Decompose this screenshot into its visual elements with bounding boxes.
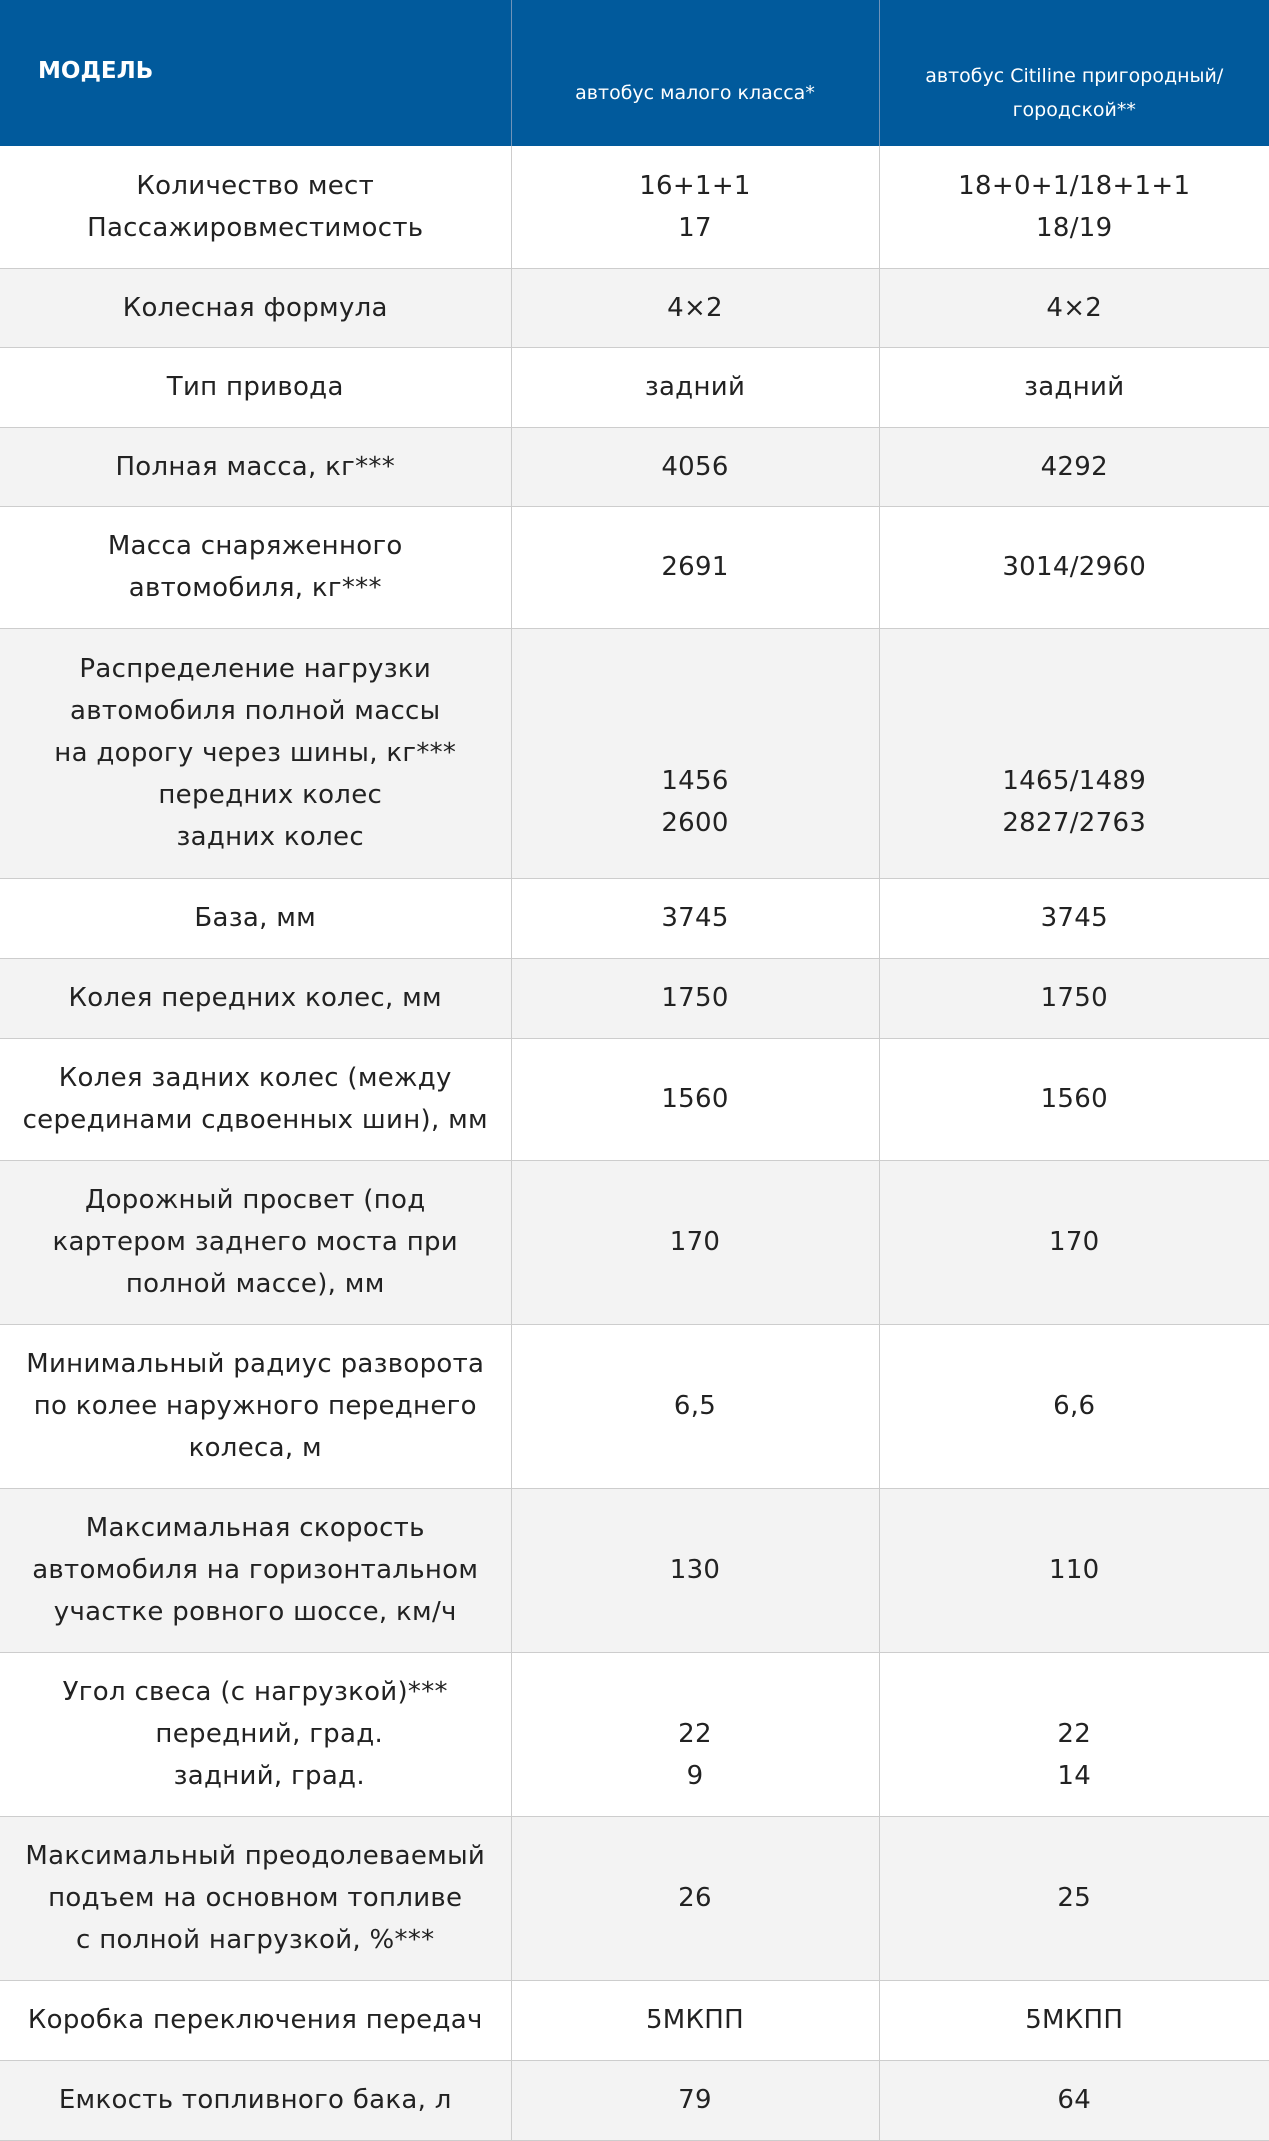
value-line: 4056 <box>661 451 729 482</box>
value-line: 4×2 <box>667 292 723 323</box>
value-cell <box>511 1160 879 1324</box>
row-label <box>0 1488 511 1652</box>
table-row <box>0 1038 1269 1160</box>
label-line: задний, град. <box>173 1761 365 1791</box>
row-label <box>0 1324 511 1488</box>
value-line: 110 <box>1048 1555 1100 1585</box>
value-cell <box>879 1038 1269 1160</box>
value-cell <box>879 347 1269 427</box>
value-line: 2827/2763 <box>1002 807 1147 838</box>
label-line: с полной нагрузкой, %*** <box>76 1925 435 1955</box>
label-line: автомобиля, кг*** <box>128 573 382 603</box>
value-line: 16+1+1 <box>639 170 751 201</box>
value-line: 1750 <box>1040 983 1108 1013</box>
table-row <box>0 878 1269 958</box>
row-label <box>0 1652 511 1816</box>
label-line: автомобиля на горизонтальном <box>32 1555 479 1585</box>
value-line: 130 <box>669 1555 721 1585</box>
table-row <box>0 2060 1269 2140</box>
header-col-small-bus: автобус малого класса* <box>511 0 879 146</box>
value-cell <box>511 506 879 628</box>
value-cell <box>879 628 1269 878</box>
label-line: Дорожный просвет (под <box>84 1185 426 1215</box>
value-line: задний <box>1024 372 1125 402</box>
label-line: участке ровного шоссе, км/ч <box>53 1597 457 1627</box>
value-line: 5МКПП <box>645 2005 745 2035</box>
value-cell <box>511 347 879 427</box>
label-line: Колесная формула <box>122 292 388 323</box>
label-line: Тип привода <box>166 372 344 402</box>
value-line: 4×2 <box>1046 292 1103 323</box>
value-cell <box>511 1038 879 1160</box>
row-label <box>0 1160 511 1324</box>
value-line: 64 <box>1057 2085 1092 2115</box>
table-row <box>0 1324 1269 1488</box>
label-line: Угол свеса (с нагрузкой)*** <box>62 1677 448 1707</box>
label-line: Распределение нагрузки <box>79 654 432 684</box>
value-line: 14 <box>1057 1761 1092 1791</box>
value-cell <box>879 268 1269 347</box>
value-cell <box>879 1652 1269 1816</box>
label-line: Количество мест <box>136 170 375 201</box>
label-line: задних колес <box>176 822 364 852</box>
label-line: Полная масса, кг*** <box>115 451 396 482</box>
label-line: автомобиля полной массы <box>70 696 441 726</box>
label-line: Максимальный преодолеваемый <box>25 1841 486 1871</box>
label-line: подъем на основном топливе <box>48 1883 463 1913</box>
table-row <box>0 1980 1269 2060</box>
value-cell <box>879 1324 1269 1488</box>
value-line: 25 <box>1057 1883 1092 1913</box>
label-line: передних колес <box>158 780 383 810</box>
value-line: 17 <box>678 212 712 243</box>
header-col-citiline: автобус Citiline пригородный/ городской** <box>879 0 1269 146</box>
label-line: Коробка переключения передач <box>27 2005 483 2035</box>
label-line: Максимальная скорость <box>85 1513 425 1543</box>
table-row <box>0 1652 1269 1816</box>
value-cell <box>879 146 1269 268</box>
value-cell <box>511 958 879 1038</box>
row-label <box>0 427 511 506</box>
value-cell <box>879 958 1269 1038</box>
value-line: 170 <box>1048 1227 1100 1257</box>
label-line: на дорогу через шины, кг*** <box>54 738 457 768</box>
value-line: 2600 <box>661 807 729 838</box>
value-cell <box>511 427 879 506</box>
value-line: 26 <box>678 1883 712 1913</box>
value-cell <box>511 146 879 268</box>
label-line: по колее наружного переднего <box>33 1391 477 1421</box>
table-row <box>0 1816 1269 1980</box>
table-row <box>0 958 1269 1038</box>
value-line: 170 <box>669 1227 721 1257</box>
row-label <box>0 506 511 628</box>
value-cell <box>879 427 1269 506</box>
row-label <box>0 958 511 1038</box>
row-label <box>0 1816 511 1980</box>
value-cell <box>879 506 1269 628</box>
value-cell <box>879 2060 1269 2140</box>
table-row <box>0 628 1269 878</box>
label-line: Колея передних колес, мм <box>68 983 442 1013</box>
value-line: 22 <box>1057 1719 1092 1749</box>
value-cell <box>879 1980 1269 2060</box>
row-label <box>0 2060 511 2140</box>
value-line: 3014/2960 <box>1002 552 1147 582</box>
value-line: 9 <box>686 1761 704 1791</box>
value-line: 18/19 <box>1036 212 1113 243</box>
value-cell <box>879 878 1269 958</box>
value-line: 1560 <box>1040 1084 1108 1114</box>
table-row <box>0 1488 1269 1652</box>
row-label <box>0 878 511 958</box>
label-line: передний, град. <box>155 1719 384 1749</box>
table-row <box>0 506 1269 628</box>
value-line: 1465/1489 <box>1002 765 1147 796</box>
row-label <box>0 146 511 268</box>
value-cell <box>511 2060 879 2140</box>
value-line: 3745 <box>1040 903 1108 933</box>
value-line: 79 <box>678 2085 712 2115</box>
value-cell <box>511 878 879 958</box>
header-model: МОДЕЛЬ <box>0 0 511 146</box>
row-label <box>0 347 511 427</box>
table-row <box>0 146 1269 268</box>
value-line: 22 <box>678 1719 712 1749</box>
value-cell <box>511 268 879 347</box>
value-cell <box>879 1160 1269 1324</box>
value-cell <box>511 1816 879 1980</box>
value-cell <box>879 1816 1269 1980</box>
value-cell <box>511 1652 879 1816</box>
value-line: 1560 <box>661 1084 729 1114</box>
row-label <box>0 1980 511 2060</box>
value-cell <box>511 1488 879 1652</box>
table-row <box>0 268 1269 347</box>
value-cell <box>511 1980 879 2060</box>
value-line: 2691 <box>661 552 729 582</box>
label-line: Масса снаряженного <box>107 531 403 561</box>
value-line: задний <box>644 372 746 402</box>
row-label <box>0 628 511 878</box>
label-line: Емкость топливного бака, л <box>58 2085 452 2115</box>
label-line: колеса, м <box>188 1433 322 1463</box>
row-label <box>0 1038 511 1160</box>
value-cell <box>879 1488 1269 1652</box>
table-row <box>0 427 1269 506</box>
value-cell <box>511 1324 879 1488</box>
label-line: База, мм <box>194 903 317 933</box>
value-line: 6,5 <box>673 1391 717 1421</box>
table-row <box>0 1160 1269 1324</box>
value-line: 6,6 <box>1053 1391 1096 1421</box>
label-line: Пассажировместимость <box>87 212 424 243</box>
value-cell <box>511 628 879 878</box>
value-line: 3745 <box>661 903 729 933</box>
value-line: 5МКПП <box>1025 2005 1124 2035</box>
label-line: полной массе), мм <box>125 1269 385 1299</box>
label-line: Минимальный радиус разворота <box>26 1349 485 1379</box>
row-label <box>0 268 511 347</box>
table-row <box>0 347 1269 427</box>
label-line: серединами сдвоенных шин), мм <box>22 1105 488 1135</box>
value-line: 18+0+1/18+1+1 <box>958 170 1191 201</box>
value-line: 1750 <box>661 983 729 1013</box>
value-line: 1456 <box>661 765 729 796</box>
label-line: Колея задних колес (между <box>58 1063 452 1093</box>
label-line: картером заднего моста при <box>52 1227 458 1257</box>
value-line: 4292 <box>1040 451 1108 482</box>
header-row <box>0 0 1269 146</box>
